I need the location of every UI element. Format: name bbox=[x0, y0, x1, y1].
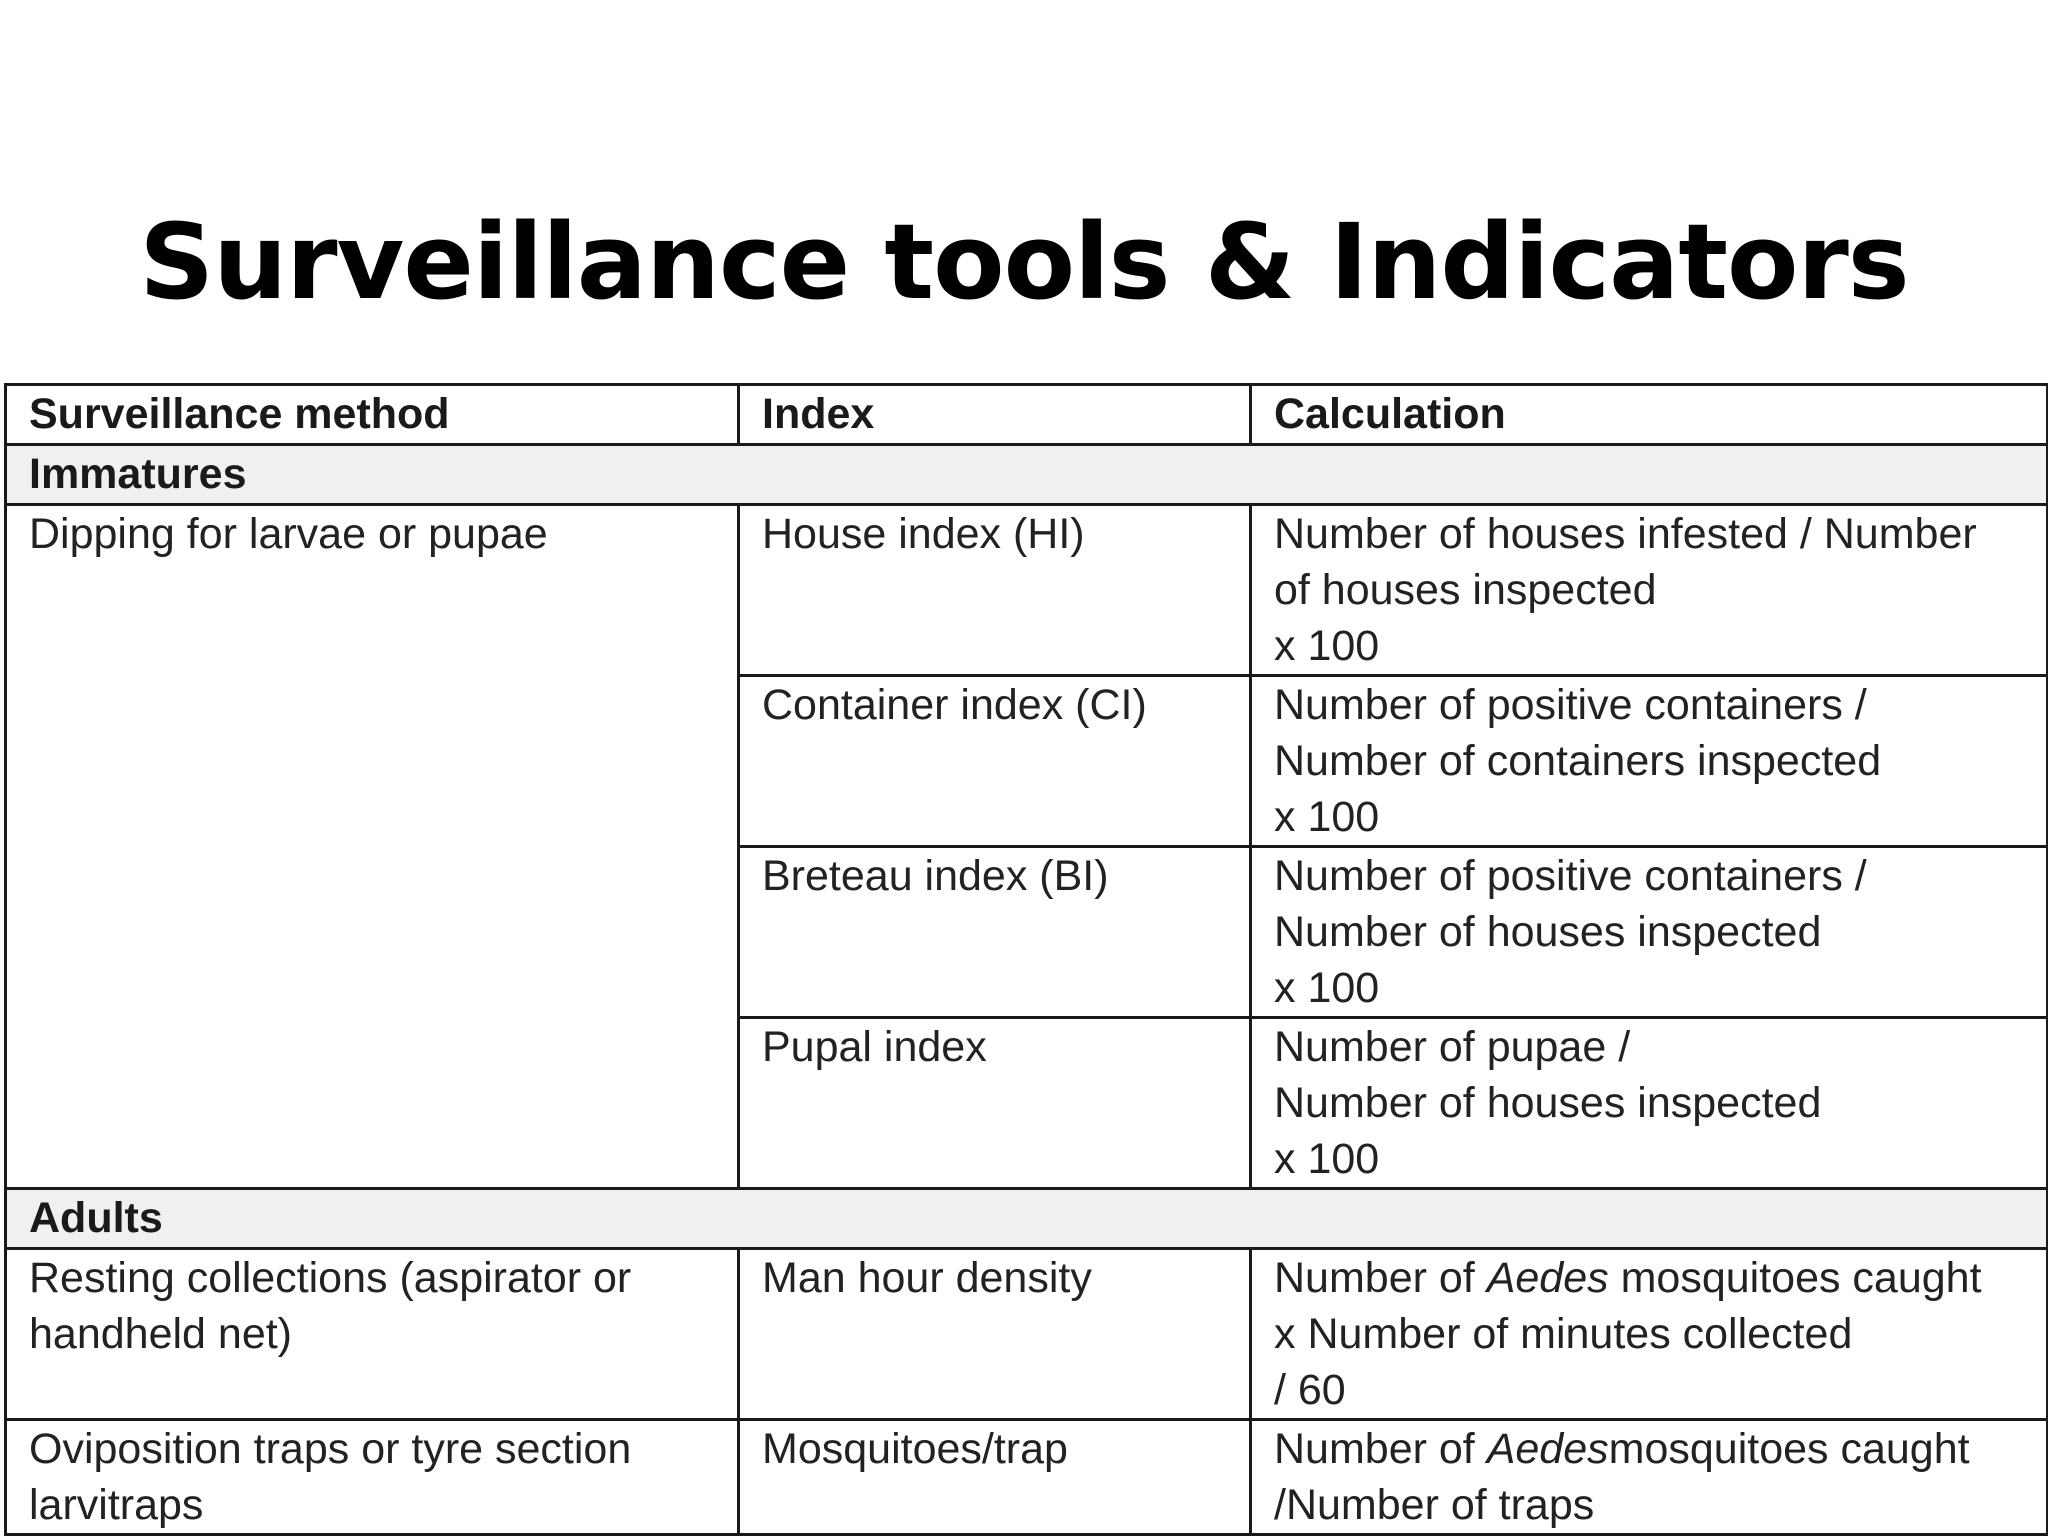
calculation-line: x 100 bbox=[1274, 793, 1380, 841]
method-line: Oviposition traps or tyre section bbox=[29, 1425, 632, 1473]
index-cell: Man hour density bbox=[739, 1249, 1251, 1420]
method-line: handheld net) bbox=[29, 1310, 292, 1358]
calculation-cell bbox=[1251, 1420, 2048, 1535]
calculation-line: Number of houses inspected bbox=[1274, 1079, 1822, 1127]
surveillance-table bbox=[4, 383, 2048, 1536]
calculation-line bbox=[1274, 1250, 2034, 1306]
calculation-line: /Number of traps bbox=[1274, 1481, 1595, 1529]
calculation-prefix: Number of bbox=[1274, 1425, 1487, 1473]
calculation-line: x Number of minutes collected bbox=[1274, 1310, 1853, 1358]
calculation-line: x 100 bbox=[1274, 964, 1380, 1012]
species-name: Aedes bbox=[1486, 1425, 1609, 1473]
calculation-line: x 100 bbox=[1274, 1135, 1380, 1183]
table-row bbox=[6, 1249, 2048, 1420]
index-cell: Container index (CI) bbox=[739, 676, 1251, 847]
index-cell: Mosquitoes/trap bbox=[739, 1420, 1251, 1535]
header-surveillance-method: Surveillance method bbox=[6, 385, 739, 445]
method-line: Resting collections (aspirator or bbox=[29, 1254, 632, 1302]
index-cell: Breteau index (BI) bbox=[739, 847, 1251, 1018]
species-name: Aedes bbox=[1486, 1254, 1609, 1302]
group-row-immatures bbox=[6, 445, 2048, 505]
group-label-adults: Adults bbox=[6, 1189, 2048, 1249]
table-header-row bbox=[6, 385, 2048, 445]
calculation-cell bbox=[1251, 1249, 2048, 1420]
calculation-line: Number of positive containers / bbox=[1274, 681, 1867, 729]
calculation-line: Number of containers inspected bbox=[1274, 737, 1882, 785]
table-row bbox=[6, 1420, 2048, 1535]
calculation-cell bbox=[1251, 505, 2048, 676]
calculation-cell bbox=[1251, 676, 2048, 847]
table-row bbox=[6, 505, 2048, 676]
calculation-line: Number of houses infested / Number bbox=[1274, 510, 1977, 558]
method-cell: Dipping for larvae or pupae bbox=[6, 505, 739, 1189]
index-cell: Pupal index bbox=[739, 1018, 1251, 1189]
calculation-line: Number of houses inspected bbox=[1274, 908, 1822, 956]
header-index: Index bbox=[739, 385, 1251, 445]
calculation-suffix: mosquitoes caught bbox=[1608, 1425, 1970, 1473]
calculation-suffix: mosquitoes caught bbox=[1608, 1254, 1982, 1302]
method-line: larvitraps bbox=[29, 1481, 204, 1529]
index-cell: House index (HI) bbox=[739, 505, 1251, 676]
calculation-line: / 60 bbox=[1274, 1366, 1346, 1414]
calculation-line: of houses inspected bbox=[1274, 566, 1657, 614]
calculation-prefix: Number of bbox=[1274, 1254, 1487, 1302]
calculation-line bbox=[1274, 1421, 2034, 1477]
slide-title: Surveillance tools & Indicators bbox=[139, 200, 1909, 323]
group-row-adults bbox=[6, 1189, 2048, 1249]
calculation-cell bbox=[1251, 1018, 2048, 1189]
calculation-line: Number of pupae / bbox=[1274, 1023, 1631, 1071]
calculation-line: Number of positive containers / bbox=[1274, 852, 1867, 900]
calculation-line: x 100 bbox=[1274, 622, 1380, 670]
group-label-immatures: Immatures bbox=[6, 445, 2048, 505]
header-calculation: Calculation bbox=[1251, 385, 2048, 445]
method-cell bbox=[6, 1249, 739, 1420]
calculation-cell bbox=[1251, 847, 2048, 1018]
method-cell bbox=[6, 1420, 739, 1535]
